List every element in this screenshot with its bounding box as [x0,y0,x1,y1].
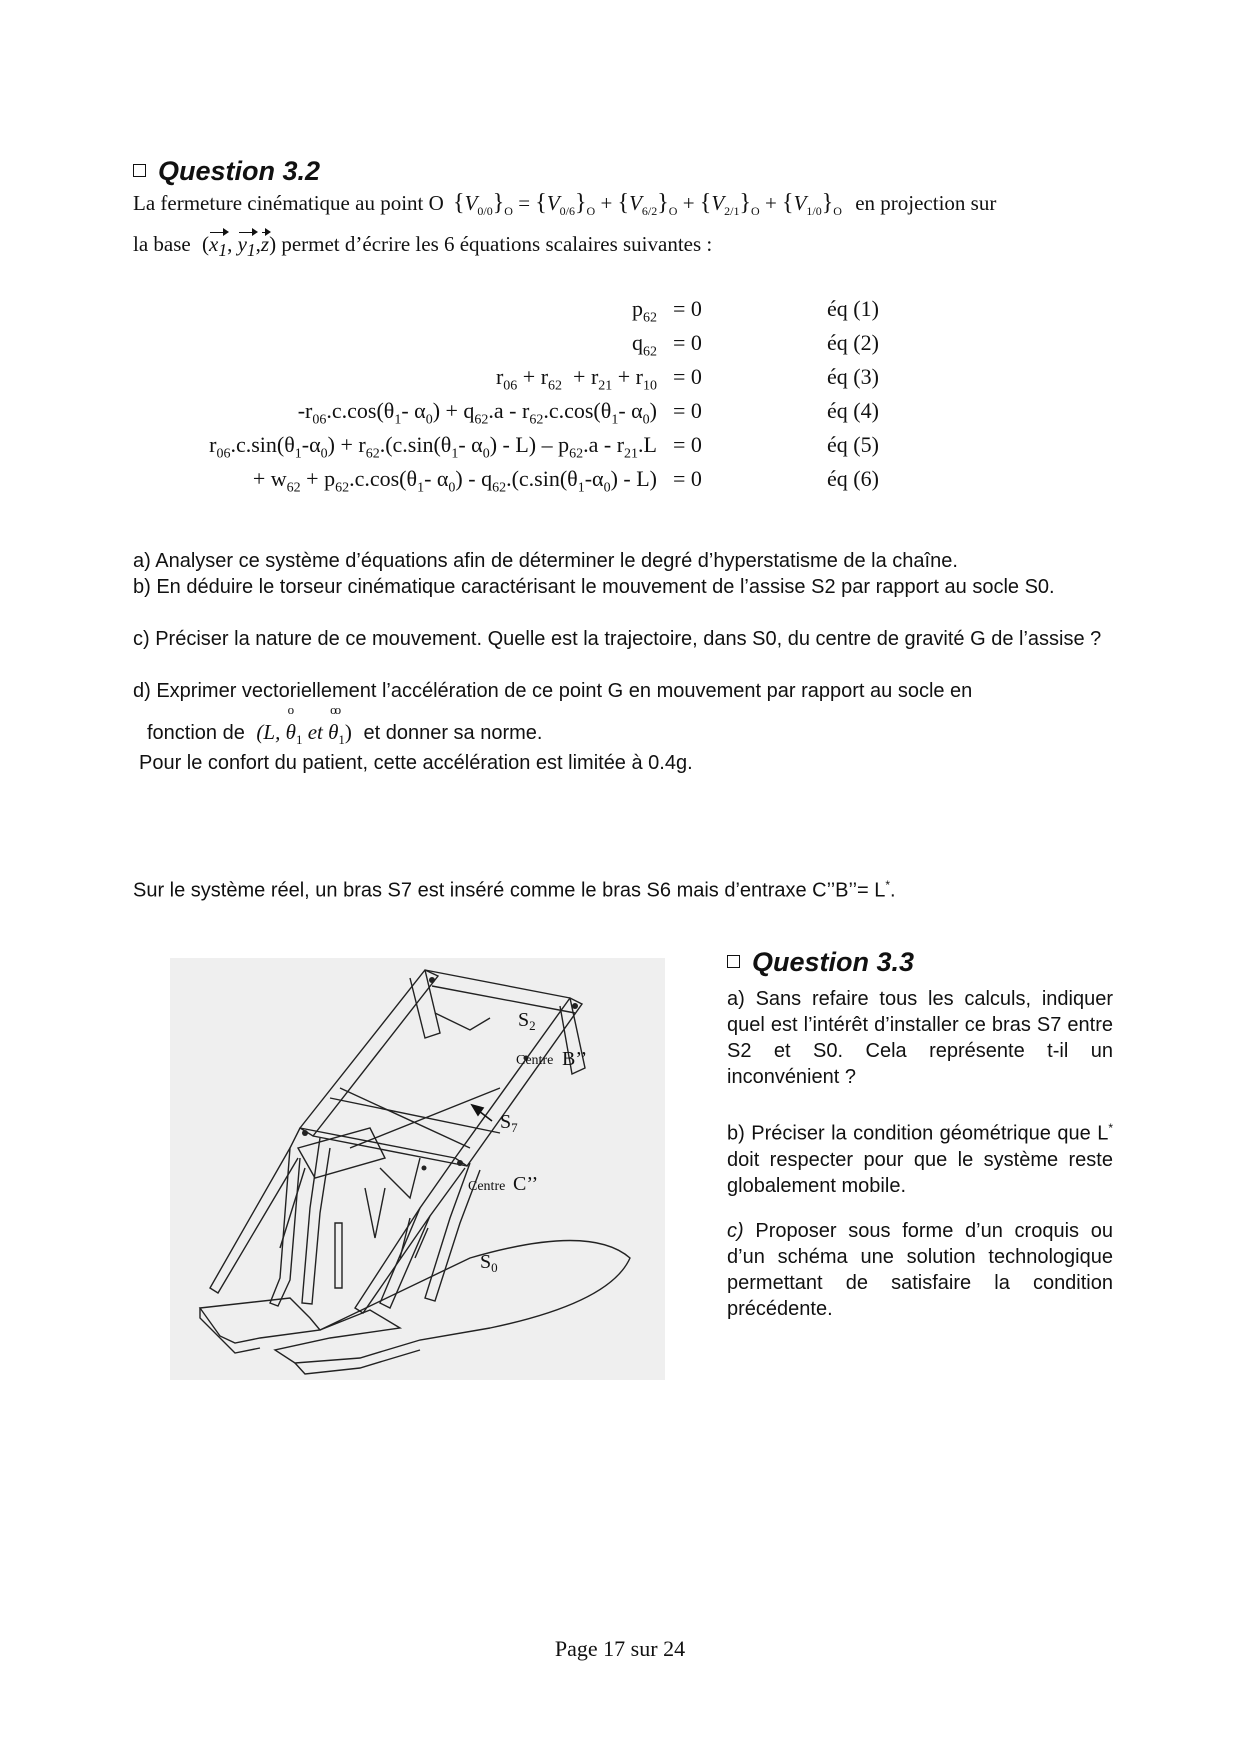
equation-3-number: éq (3) [827,364,879,389]
equation-2-rhs: = 0 [673,330,702,355]
label-s7: $S_7$ [500,1111,518,1135]
closure-intro: La fermeture cinématique au point O [133,191,444,215]
item-d-continuation: fonction de (L, o $\theta_1$ et oo $\theta_1$) et donner sa norme. [147,720,542,748]
equation-2-number: éq (2) [827,330,879,355]
label-s0: $S_0$ [480,1251,498,1275]
strut-right [355,1208,430,1313]
base-prefix: la base [133,232,191,256]
checkbox-square-icon [133,164,146,177]
closure-sentence [133,190,996,219]
label-centre-b: Centre [516,1053,554,1068]
comfort-note: Pour le confort du patient, cette accélération est limitée à 0.4g. [139,752,693,774]
base-plate [275,1241,630,1364]
arm-left-front [270,1128,300,1306]
equation-5-rhs: = 0 [673,432,702,457]
base-sentence [133,232,712,261]
s7-sentence: Sur le système réel, un bras S7 est inséré comme le bras S6 mais d’entraxe C’’B’’= L*. [133,878,896,902]
seat-left-rail [300,970,438,1136]
equation-4-lhs: $-r_{06}.c.\cos(\theta_1-$ $\alpha_0) + q_{62}.a - r_{62}.c.\cos(\theta_1-$ $\alpha_0$) [297,398,657,428]
equation-4-number: éq (4) [827,398,879,423]
equation-5-lhs: $r_{06}.c.\sin(\theta_1-\alpha_0) + r_{62}.(c.\sin(\theta_1-$ $\alpha_0) - L) - p_{62}.a - r_{21}.L$ [209,432,657,462]
item-c: c) Préciser la nature de ce mouvement. Quelle est la trajectoire, dans S0, du centre de gravité G de l’assise ? [133,628,1102,650]
page-number: Page 17 sur 24 [554,1636,686,1661]
equation-6-lhs: + $w_{62} + p_{62}.c.\cos(\theta_1-$ $\alpha_0) - q_{62}.(c.\sin(\theta_1-\alpha_0) - L)$ [252,466,657,496]
question-3-3-a: a) Sans refaire tous les calculs, indiquer quel est l’intérêt d’installer ce bras S7 entre S2 et S0. Cela représente t-il un inconvénient ? [727,988,1113,1088]
equation-1-rhs: = 0 [673,296,702,321]
mechanism-figure [170,958,665,1380]
item-d: d) Exprimer vectoriellement l’accélération de ce point G en mouvement par rapport au socle en [133,680,973,702]
equation-6-number: éq (6) [827,466,879,491]
checkbox-square-icon [727,955,740,968]
mechanism-drawing [170,958,665,1380]
label-centre-c: Centre [468,1179,506,1194]
question-3-2-title: Question 3.2 [133,156,320,187]
question-3-3-c: c) Proposer sous forme d’un croquis ou d’un schéma une solution technologique permettant de satisfaire la condition précédente. [727,1220,1113,1320]
label-b-point: B’’ [562,1048,588,1070]
equation-6-rhs: = 0 [673,466,702,491]
equation-4-rhs: = 0 [673,398,702,423]
base-vectors: ($x_1$, $y_1,z$) [201,232,277,261]
closure-equation: $\{V_{0/0}\}_O = \{V_{0/6}\}_O + \{V_{6/2}\}_O + \{V_{2/1}\}_O + \{V_{1/0}\}_O$ [453,190,842,219]
equation-3-lhs: $r_{06} + r_{62} + r_{21} + r_{10}$ [495,364,657,394]
equation-2-lhs: $q_{62}$ [632,330,657,360]
question-3-3-title: Question 3.3 [727,947,914,978]
equation-1-lhs: $p_{62}$ [632,296,657,326]
item-a: a) Analyser ce système d’équations afin de déterminer le degré d’hyperstatisme de la chaîne. [133,550,958,572]
label-s2: $S_2$ [518,1009,536,1033]
base-suffix: permet d’écrire les 6 équations scalaires suivantes : [281,232,713,256]
equation-1-number: éq (1) [827,296,879,321]
equation-5-number: éq (5) [827,432,879,457]
item-b: b) En déduire le torseur cinématique caractérisant le mouvement de l’assise S2 par rapport au socle S0. [133,576,1055,598]
variables-expression: (L, o $\theta_1$ et oo $\theta_1$) [256,720,352,744]
equation-3-rhs: = 0 [673,364,702,389]
closure-projection: en projection sur [855,191,997,215]
label-c-point: C’’ [513,1173,539,1195]
question-3-3-b: b) Préciser la condition géométrique que L* doit respecter pour que le système reste globalement mobile. [727,1121,1113,1197]
